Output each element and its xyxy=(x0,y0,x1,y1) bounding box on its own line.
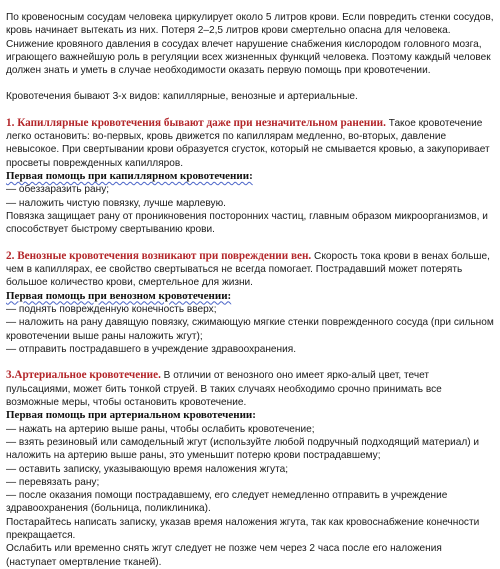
arterial-item-3: — оставить записку, указывающую время наложения жгута; xyxy=(6,463,289,475)
venous-item-2: — наложить на рану давящую повязку, сжимающую мягкие стенки поврежденного сосуда (при сильном кровотечении выше раны наложить жгут); xyxy=(6,317,494,342)
arterial-item-2: — взять резиновый или самодельный жгут (используйте любой подручный подходящий материал) и наложить на артерию выше раны, это уменьшит потерю крови пострадавшему; xyxy=(6,436,480,462)
capillary-item-2: — наложить чистую повязку, лучше марлевую. xyxy=(6,197,226,209)
capillary-item-1: — обеззаразить рану; xyxy=(6,184,110,196)
capillary-note: Повязка защищает рану от проникновения посторонних частиц, главным образом микроорганизмов, и способствует быстрому свертыванию крови. xyxy=(6,211,488,236)
venous-item-3: — отправить пострадавшего в учреждение здравоохранения. xyxy=(6,343,297,355)
arterial-item-1: — нажать на артерию выше раны, чтобы ослабить кровотечение; xyxy=(6,423,315,435)
venous-section xyxy=(6,250,494,290)
arterial-note-1: Постарайтесь написать записку, указав время наложения жгута, так как кровоснабжение конечности прекращается. xyxy=(6,516,480,541)
capillary-heading: 1. Капиллярные кровотечения бывают даже при незначительном ранении. xyxy=(6,116,386,129)
intro-paragraph: По кровеносным сосудам человека циркулирует около 5 литров крови. Если повредить стенки сосудов, кровь начинает вытекать из них. Потеря 2–2,5 литров крови смертельно опасна для человека. Снижение кровяного давления в сосудах влечет нарушение снабжения кислородом головного мозга, играющего важнейшую роль в регуляции всех жизненных функций человека. Поэтому каждый человек должен знать и уметь в случае необходимости оказать первую помощь при кровотечении. xyxy=(6,12,494,77)
venous-item-1: — поднять поврежденную конечность вверх; xyxy=(6,304,217,316)
arterial-text: В отличии от венозного оно имеет ярко-алый цвет, течет пульсациями, может бить тонкой струей. В таких случаях необходимо срочно принимать все возможные меры, чтобы остановить кровотечение. xyxy=(6,370,442,408)
arterial-heading: 3.Артериальное кровотечение. xyxy=(6,369,161,382)
types-paragraph: Кровотечения бывают 3-х видов: капиллярные, венозные и артериальные. xyxy=(6,91,358,103)
capillary-section xyxy=(6,117,494,170)
arterial-subheading: Первая помощь при артериальном кровотечении: xyxy=(6,409,256,422)
venous-heading: 2. Венозные кровотечения возникают при повреждении вен. xyxy=(6,249,312,262)
venous-text: Скорость тока крови в венах больше, чем в капиллярах, ее свойство свертываться не всегда помогает. Пострадавший может потерять большое количество крови, смертельное для жизни. xyxy=(6,250,490,289)
capillary-subheading: Первая помощь при капиллярном кровотечении: xyxy=(6,169,253,182)
arterial-item-5: — после оказания помощи пострадавшему, его следует немедленно отправить в учреждение здравоохранения (больница, поликлиника). xyxy=(6,490,448,515)
arterial-note-2: Ослабить или временно снять жгут следует не позже чем через 2 часа после его наложения (наступает омертвление тканей). xyxy=(6,543,442,568)
venous-subheading: Первая помощь при венозном кровотечении: xyxy=(6,289,232,302)
capillary-text: Такое кровотечение легко остановить: во-первых, кровь движется по капиллярам медленно, во-вторых, давление невысокое. При свертывании крови образуется сгусток, который не смывается кровью, а закупоривает просветы поврежденных капилляров. xyxy=(6,117,490,169)
arterial-item-4: — перевязать рану; xyxy=(6,476,100,488)
arterial-section xyxy=(6,369,494,409)
